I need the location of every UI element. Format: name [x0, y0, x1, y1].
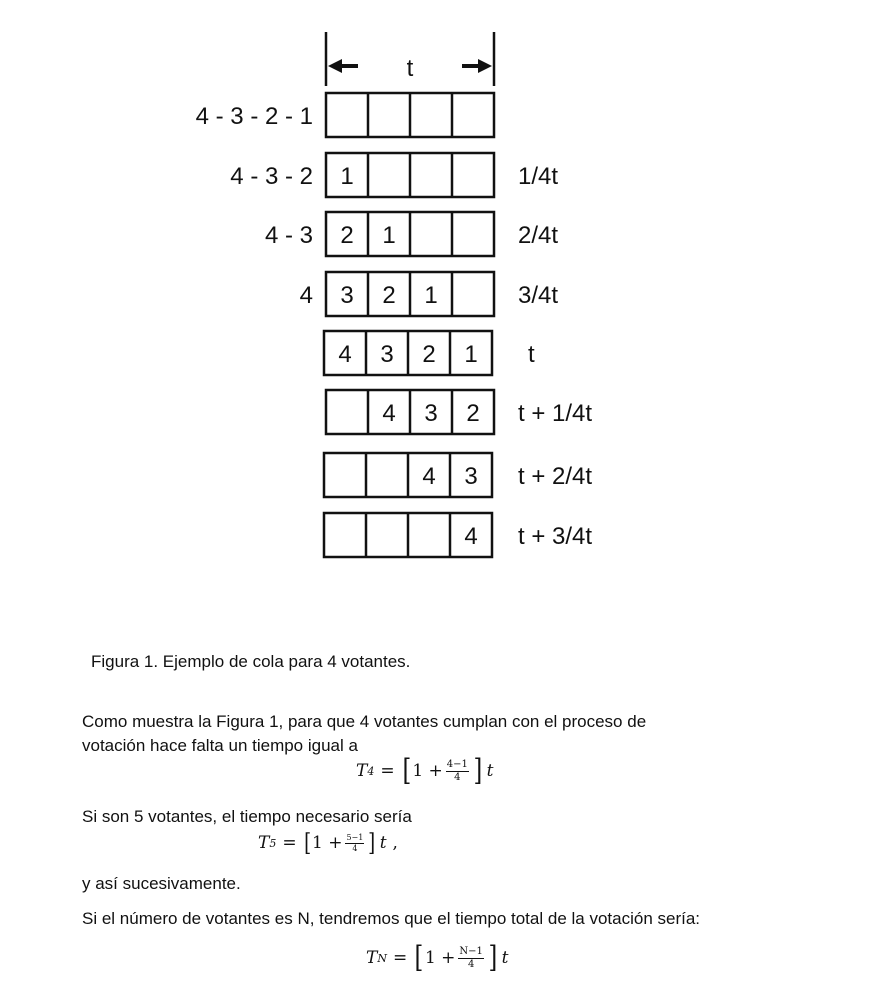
- cell-value: 1: [340, 163, 354, 190]
- eq1-numerator: 4−1: [446, 758, 468, 770]
- paragraph-1: [82, 710, 646, 758]
- queue-label: 4 - 3 - 2: [230, 163, 313, 190]
- cell-value: 4: [422, 463, 436, 490]
- eq3-var: t: [501, 948, 509, 968]
- time-label: 3/4t: [518, 282, 559, 309]
- cell-value: 1: [382, 222, 396, 249]
- cell-value: 1: [464, 341, 478, 368]
- eq2-sub: 5: [269, 836, 277, 850]
- eq3-equals: =: [392, 948, 408, 968]
- width-marker: [326, 32, 494, 86]
- cell-value: 1: [424, 282, 438, 309]
- eq1-equals: =: [380, 761, 395, 781]
- queue-row: [196, 93, 494, 137]
- eq3-lhs: T: [366, 948, 378, 968]
- eq2-one: 1 +: [311, 833, 343, 853]
- queue-label: 4 - 3 - 2 - 1: [195, 103, 313, 130]
- cell-value: 4: [464, 523, 478, 550]
- queue-row: [265, 212, 558, 256]
- paragraph-3: y así sucesivamente.: [82, 874, 241, 893]
- paragraph-1-line-2: votación hace falta un tiempo igual a: [82, 736, 358, 755]
- time-label: t + 3/4t: [518, 523, 593, 550]
- eq2-denominator: 4: [352, 843, 358, 853]
- queue-label: 4 - 3: [264, 222, 313, 249]
- queue-row: [326, 390, 592, 434]
- queue-rows: [196, 93, 593, 557]
- time-label: 1/4t: [518, 163, 559, 190]
- eq2-equals: =: [282, 833, 297, 853]
- time-label: t: [528, 341, 535, 368]
- eq1-one: 1 +: [412, 761, 443, 781]
- time-label: t + 1/4t: [518, 400, 593, 427]
- cell-value: 4: [382, 400, 396, 427]
- right-arrow-icon: [478, 59, 492, 73]
- eq1-sub: 4: [367, 764, 375, 778]
- eq2-fraction: [345, 833, 364, 854]
- time-label: 2/4t: [518, 222, 559, 249]
- figure-caption: Figura 1. Ejemplo de cola para 4 votantes.: [91, 652, 411, 671]
- queue-label: 4: [299, 282, 313, 309]
- cell-value: 2: [382, 282, 396, 309]
- top-label: t: [406, 55, 414, 82]
- queue-row: [230, 153, 558, 197]
- eq2-trail: ,: [392, 833, 398, 853]
- eq3-sub: N: [377, 951, 387, 965]
- left-arrow-icon: [328, 59, 342, 73]
- paragraph-2: Si son 5 votantes, el tiempo necesario sería: [82, 807, 412, 826]
- eq3-denominator: 4: [467, 958, 475, 970]
- eq1-var: t: [486, 761, 494, 781]
- eq3-fraction: [458, 946, 484, 971]
- queue-row: [300, 272, 559, 316]
- time-label: t + 2/4t: [518, 463, 593, 490]
- cell-value: 3: [380, 341, 394, 368]
- eq1-denominator: 4: [454, 771, 461, 783]
- cell-value: 2: [466, 400, 480, 427]
- cell-value: 3: [464, 463, 478, 490]
- queue-row: [324, 331, 535, 375]
- eq3-one: 1 +: [424, 948, 456, 968]
- cell-value: 4: [338, 341, 352, 368]
- eq1-lhs: T: [356, 761, 368, 781]
- queue-row: [324, 513, 592, 557]
- eq2-numerator: 5−1: [346, 832, 364, 842]
- eq2-lhs: T: [258, 833, 270, 853]
- cell-value: 3: [340, 282, 354, 309]
- equation-t5: T 5 = [ 1 + $\frac{5-1}{4}$ ] t ,: [258, 829, 398, 857]
- paragraph-4: Si el número de votantes es N, tendremos que el tiempo total de la votación sería:: [82, 909, 701, 928]
- eq3-numerator: N−1: [459, 945, 483, 957]
- equation-t4: T 4 = [ 1 + $\frac{4-1}{4}$ ] t: [356, 753, 494, 788]
- paragraph-1-line-1: Como muestra la Figura 1, para que 4 votantes cumplan con el proceso de: [82, 712, 647, 731]
- queue-row: [324, 453, 592, 497]
- eq2-var: t: [379, 833, 387, 853]
- eq1-fraction: [446, 759, 469, 784]
- cell-value: 2: [340, 222, 354, 249]
- equation-tn: T N = [ 1 + $\frac{N-1}{4}$ ] t: [366, 940, 509, 975]
- cell-value: 3: [424, 400, 438, 427]
- cell-value: 2: [422, 341, 436, 368]
